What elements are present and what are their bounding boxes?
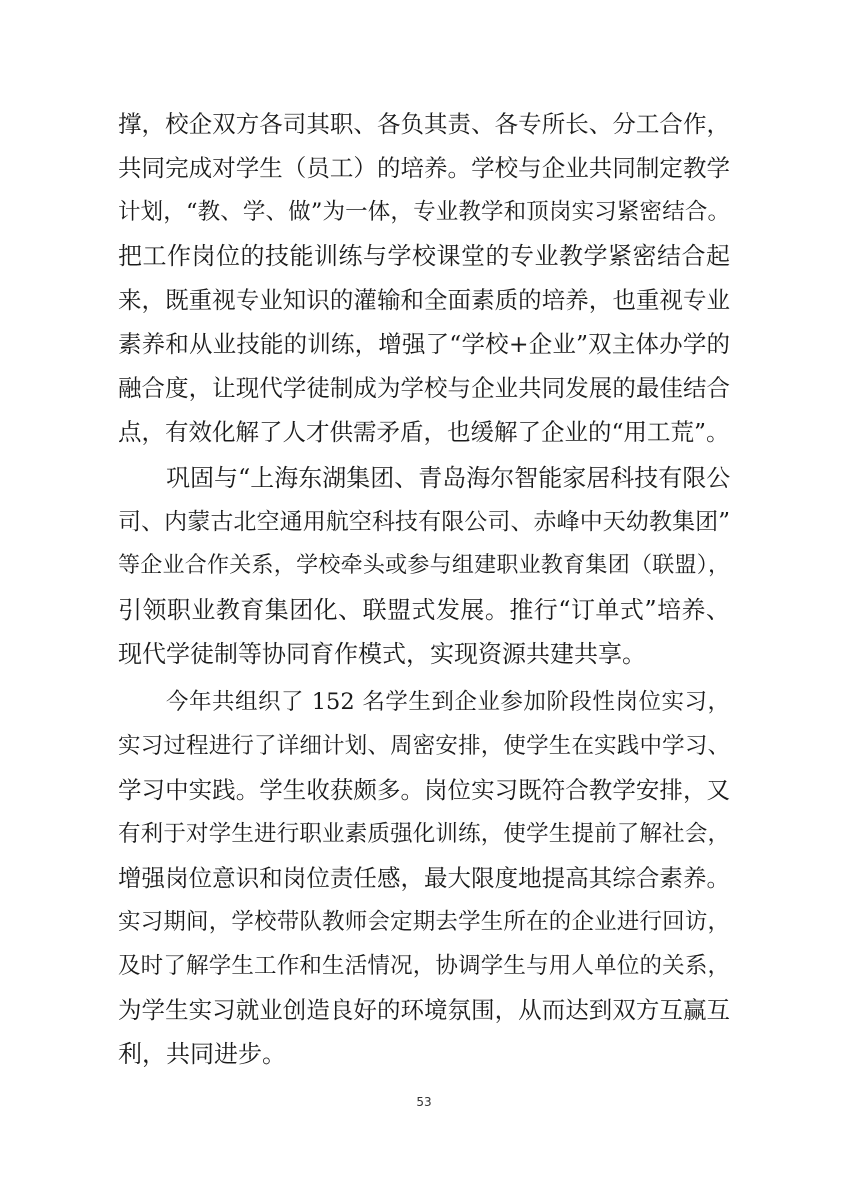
text-line: 实习过程进行了详细计划、周密安排，使学生在实践中学习、 <box>118 733 730 759</box>
text-line: 撑，校企双方各司其职、各负其责、各专所长、分工合作， <box>118 110 730 138</box>
page-number: 53 <box>416 1095 432 1109</box>
text-line: 有利于对学生进行职业素质强化训练，使学生提前了解社会， <box>118 821 730 847</box>
text-line: 计划，“教、学、做”为一体，专业教学和顶岗实习紧密结合。 <box>118 199 730 225</box>
text-line: 巩固与“上海东湖集团、青岛海尔智能家居科技有限公 <box>166 464 731 492</box>
text-line: 引领职业教育集团化、联盟式发展。推行“订单式”培养、 <box>118 596 730 624</box>
text-line: 利，共同进步。 <box>118 1040 286 1068</box>
text-line: 融合度，让现代学徒制成为学校与企业共同发展的最佳结合 <box>118 374 730 402</box>
text-line: 点，有效化解了人才供需矛盾，也缓解了企业的“用工荒”。 <box>118 418 730 446</box>
text-line: 增强岗位意识和岗位责任感，最大限度地提高其综合素养。 <box>118 864 730 892</box>
text-line: 司、内蒙古北空通用航空科技有限公司、赤峰中天幼教集团” <box>118 509 730 535</box>
text-line: 今年共组织了 152 名学生到企业参加阶段性岗位实习， <box>166 689 730 715</box>
text-line: 等企业合作关系，学校牵头或参与组建职业教育集团（联盟）， <box>118 553 730 578</box>
text-line: 实习期间，学校带队教师会定期去学生所在的企业进行回访， <box>118 909 730 935</box>
text-line: 现代学徒制等协同育作模式，实现资源共建共享。 <box>118 640 646 668</box>
text-line: 共同完成对学生（员工）的培养。学校与企业共同制定教学 <box>118 154 730 182</box>
text-line: 来，既重视专业知识的灌输和全面素质的培养，也重视专业 <box>118 286 730 314</box>
text-line: 素养和从业技能的训练，增强了“学校+企业”双主体办学的 <box>118 330 730 358</box>
text-line: 把工作岗位的技能训练与学校课堂的专业教学紧密结合起 <box>118 242 730 270</box>
text-line: 学习中实践。学生收获颇多。岗位实习既符合教学安排，又 <box>118 776 730 804</box>
text-line: 及时了解学生工作和生活情况，协调学生与用人单位的关系， <box>118 953 730 979</box>
text-line: 为学生实习就业创造良好的环境氛围，从而达到双方互赢互 <box>118 996 730 1024</box>
